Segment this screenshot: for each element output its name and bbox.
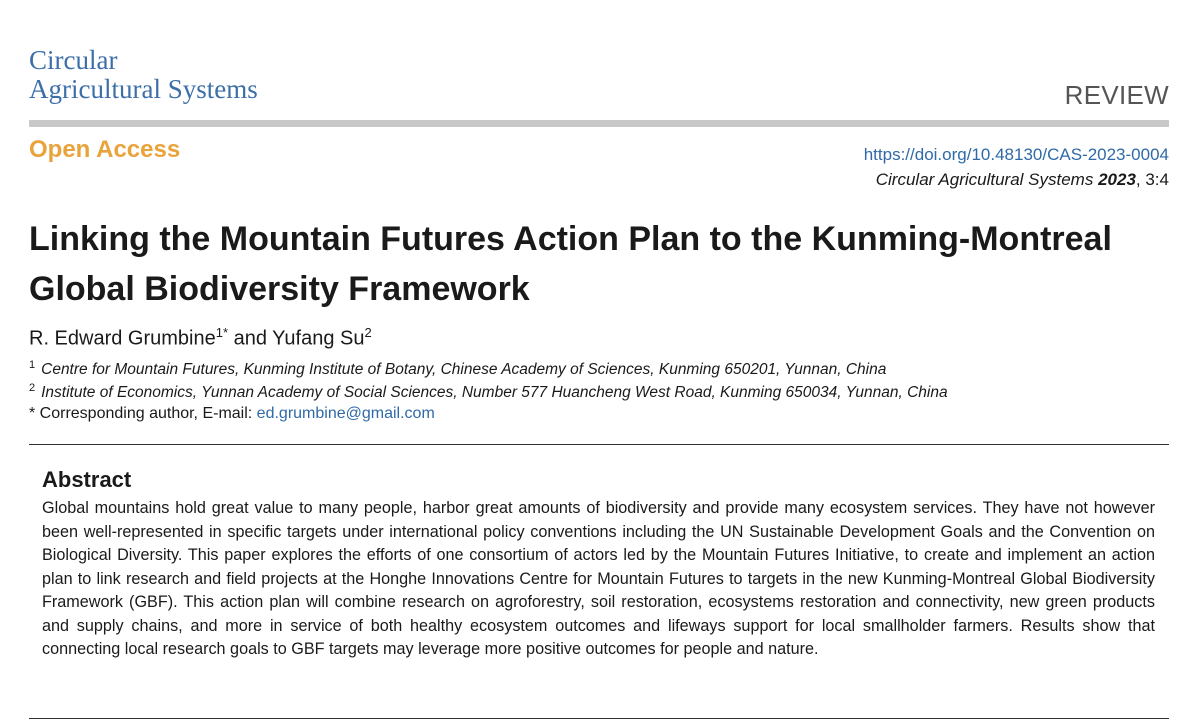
affiliation-number: 2 [29,382,36,394]
author-name: R. Edward Grumbine [29,327,216,350]
abstract-heading: Abstract [42,467,132,492]
affiliation-text: Centre for Mountain Futures, Kunming Institute of Botany, Chinese Academy of Sciences, Kunming 650201, Yunnan, China [41,361,887,379]
open-access-label: Open Access [29,136,181,163]
corresponding-label: * Corresponding author, E-mail: [29,405,257,422]
citation-volume: , 3:4 [1135,170,1169,189]
author-affiliation-mark: 2 [364,325,372,340]
citation-line [876,170,1169,190]
affiliation-1 [29,359,886,379]
author-affiliation-mark: 1* [215,325,229,340]
corresponding-email-link[interactable]: ed.grumbine@gmail.com [256,405,435,422]
citation-journal: Circular Agricultural Systems [875,170,1094,189]
journal-name-line1: Circular [29,45,118,75]
affiliation-number: 1 [29,359,36,371]
affiliation-text: Institute of Economics, Yunnan Academy of Social Sciences, Number 577 Huancheng West Road, Kunming 650034, Yunnan, China [41,384,948,402]
article-title: Linking the Mountain Futures Action Plan to the Kunming-Montreal Global Biodiversity Framework [29,220,1112,308]
header-divider-bar [29,120,1169,127]
article-type-label: REVIEW [1064,80,1169,110]
citation-year: 2023 [1098,170,1136,189]
author-name: Yufang Su [272,327,365,350]
abstract-text: Global mountains hold great value to many people, harbor great amounts of biodiversity and provide many ecosystem services. They have not however been well-represented in specific targets under international policy conventions including the UN Sustainable Development Goals and the Convention on Biological Diversity. This paper explores the efforts of one consortium of actors led by the Mountain Futures Initiative, to create and implement an action plan to link research and field projects at the Honghe Innovations Centre for Mountain Futures to targets in the new Kunming-Montreal Global Biodiversity Framework (GBF). This action plan will combine research on agroforestry, soil restoration, ecosystems restoration and connectivity, new green products and supply chains, and more in service of both healthy ecosystem outcomes and lifeways support for local smallholder farmers. Results show that connecting local research goals to GBF targets may leverage more positive outcomes for people and nature. [42,499,1155,658]
author-list [29,325,372,351]
author-joiner: and [228,327,273,350]
journal-name-line2: Agricultural Systems [29,74,258,104]
corresponding-author [29,405,435,423]
journal-name [29,46,258,104]
doi-link[interactable]: https://doi.org/10.48130/CAS-2023-0004 [863,145,1169,164]
abstract-bottom-divider [29,718,1169,719]
affiliation-2 [29,382,948,402]
abstract-top-divider [29,444,1169,445]
